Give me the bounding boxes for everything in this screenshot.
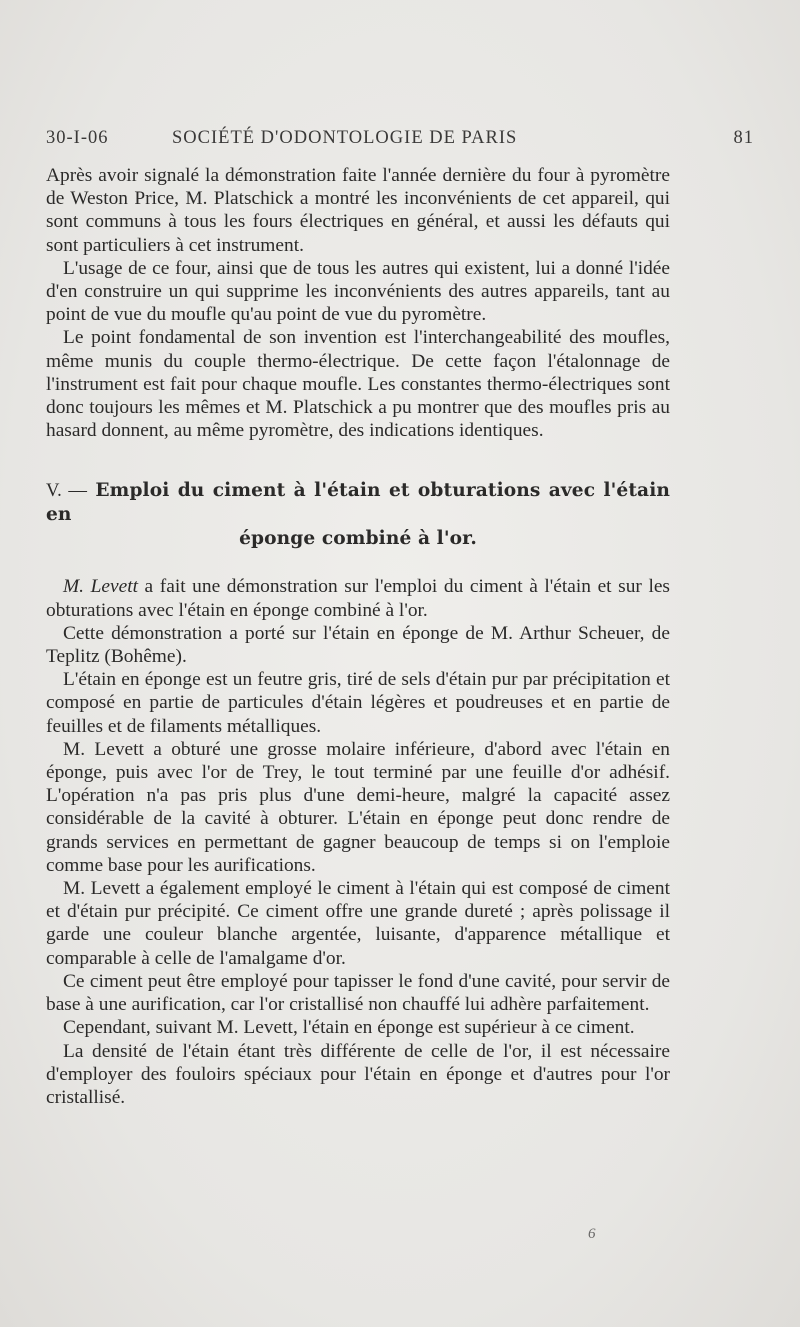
paragraph: M. Levett a également employé le ciment à l'étain qui est composé de ciment et d'étain pur précipité. Ce ciment offre une grande dureté ; après polissage il garde une couleur blanche argentée, luisante, d'apparence métallique et comparable à celle de l'amalgame d'or. — [46, 878, 670, 969]
paragraph: L'étain en éponge est un feutre gris, tiré de sels d'étain pur par précipitation et composé en partie de particules d'étain légères et poudreuses et en partie de feuilles et de filaments métalliques. — [46, 669, 670, 737]
paragraph: Cependant, suivant M. Levett, l'étain en éponge est supérieur à ce ciment. — [63, 1017, 635, 1039]
paragraph: Ce ciment peut être employé pour tapisser le fond d'une cavité, pour servir de base à une aurification, car l'or cristallisé non chauffé lui adhère parfaitement. — [46, 970, 670, 1016]
paragraph — [46, 575, 670, 621]
paragraph: La densité de l'étain étant très différente de celle de l'or, il est nécessaire d'employer des fouloirs spéciaux pour l'étain en éponge et d'autres pour l'or cristallisé. — [46, 1040, 670, 1108]
paragraph: M. Levett a obturé une grosse molaire inférieure, d'abord avec l'étain en éponge, puis avec l'or de Trey, le tout terminé par une feuille d'or adhésif. L'opération n'a pas pris plus d'une demi-heure, malgré la capacité assez considérable de la cavité à obturer. L'étain en éponge peut donc rendre de grands services en permettant de gagner beaucoup de temps si on l'emploie comme base pour les aurifications. — [46, 738, 670, 876]
section-number: V. — — [46, 480, 88, 502]
body-text — [46, 164, 670, 1109]
paragraph: Le point fondamental de son invention est l'interchangeabilité des moufles, même munis du couple thermo-électrique. De cette façon l'étalonnage de l'instrument est fait pour chaque moufle. Les constantes thermo-électriques sont donc toujours les mêmes et M. Platschick a pu montrer que des moufles pris au hasard donnent, au même pyromètre, des indications identiques. — [46, 327, 670, 442]
header-title: SOCIÉTÉ D'ODONTOLOGIE DE PARIS — [172, 128, 518, 148]
paragraph: L'usage de ce four, ainsi que de tous les autres qui existent, lui a donné l'idée d'en construire un qui supprime les inconvénients des autres appareils, tant au point de vue du moufle qu'au point de vue du pyromètre. — [46, 257, 670, 326]
header-page-number: 81 — [733, 128, 754, 148]
section-heading-line-1 — [46, 479, 670, 527]
signature-mark: 6 — [588, 1226, 596, 1242]
speaker-name: M. Levett — [63, 576, 138, 598]
paragraph: Cette démonstration a porté sur l'étain en éponge de M. Arthur Scheuer, de Teplitz (Bohême). — [46, 622, 670, 668]
section-title-text-1: Emploi du ciment à l'étain et obturations avec l'étain en — [46, 480, 670, 526]
paragraph: Après avoir signalé la démonstration faite l'année dernière du four à pyromètre de Weston Price, M. Platschick a montré les inconvénients de cet appareil, qui sont communs à tous les fours électriques en général, et aussi les défauts qui sont particuliers à cet instrument. — [46, 165, 670, 256]
section-heading — [46, 479, 670, 551]
section-title-text-2: éponge combiné à l'or. — [239, 528, 477, 550]
header-date: 30-I-06 — [46, 128, 109, 148]
paragraph-text: a fait une démonstration sur l'emploi du ciment à l'étain et sur les obturations avec l'étain en éponge combiné à l'or. — [46, 576, 670, 621]
